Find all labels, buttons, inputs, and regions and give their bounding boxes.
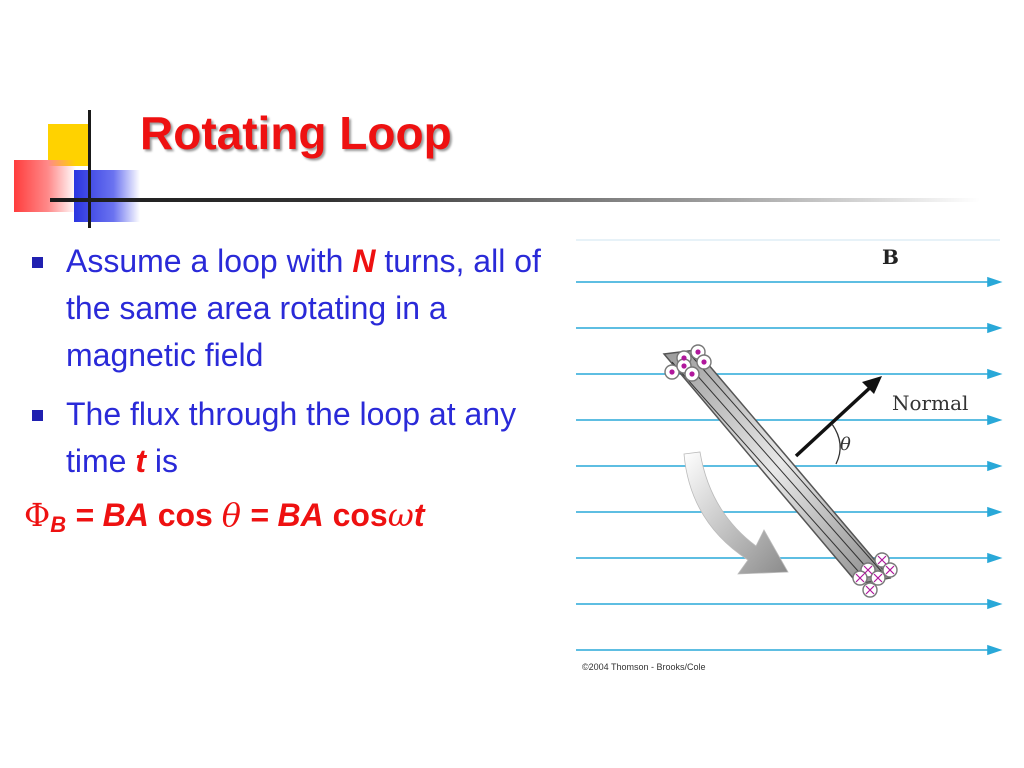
field-arrowhead [988,278,1000,286]
phi-symbol: Φ [24,496,51,534]
bullet-item-flux [30,391,550,485]
field-arrowhead [988,646,1000,654]
field-arrowhead [988,370,1000,378]
red-accent-square [14,160,76,212]
normal-vector [796,376,882,456]
field-arrowhead [988,508,1000,516]
formula-term-2: = BA [241,497,324,533]
field-arrowhead [988,554,1000,562]
square-bullet-icon [32,257,43,268]
formula-cos-1: cos [148,497,222,533]
field-arrowhead [988,600,1000,608]
omega-symbol: ω [387,496,414,534]
vertical-divider [88,110,91,228]
copyright-text: ©2004 Thomson - Brooks/Cole [582,662,706,672]
angle-arc [832,424,840,464]
bullet-emphasis-t: t [135,443,146,479]
square-bullet-icon [32,410,43,421]
bullet-list [30,238,550,497]
normal-label: Normal [892,391,969,415]
blue-accent-square [74,170,140,222]
bullet-text-before: The flux through the loop at any time [66,396,517,479]
flux-formula [24,496,424,538]
bullet-emphasis-n: N [352,243,376,279]
bullet-text-after: turns, all of the same area rotating in a magnetic field [66,243,541,373]
rotating-loop-figure [560,232,1020,682]
angle-label: θ [840,434,851,455]
field-arrowhead [988,462,1000,470]
title-underline [50,198,980,202]
bullet-item-loop [30,238,550,379]
phi-subscript: B [50,512,67,537]
bullet-text-before: Assume a loop with [66,243,353,279]
field-arrowhead [988,416,1000,424]
formula-term-1: = BA [66,497,149,533]
field-arrowhead [988,324,1000,332]
theta-symbol: θ [221,496,241,534]
bullet-text-after: is [146,443,178,479]
field-label: B [882,245,899,269]
formula-t: t [413,497,425,533]
slide-title: Rotating Loop [140,107,452,159]
formula-cos-2: cos [323,497,388,533]
